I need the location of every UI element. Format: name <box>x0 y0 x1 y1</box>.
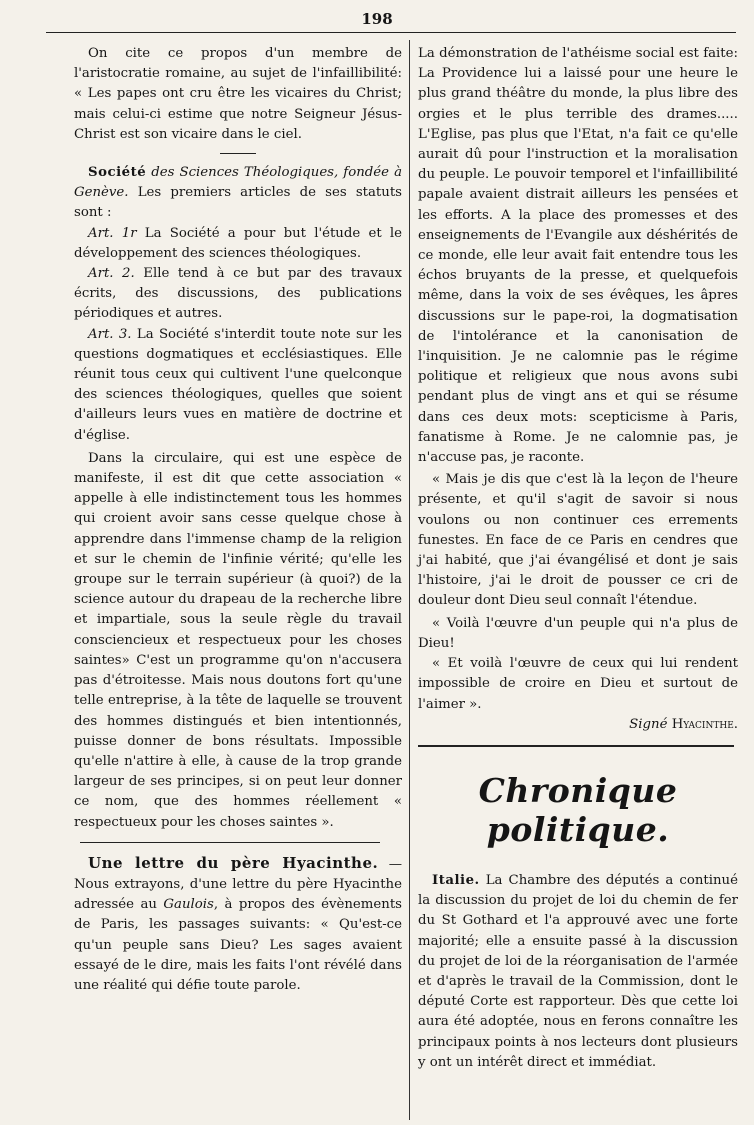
societe-italic: des Sciences Théologiques, fondée à Genève. <box>74 165 402 201</box>
paragraph-demonstration: La démonstration de l'athéisme social est faite: La Providence lui a laissé pour une heure le plus grand théâtre du monde, la plus libre des orgies et le plus terrible des drames..... L'Eglise, pas plus que l'Etat, n'a fait ce qu'elle aurait dû pour l'instruction et la moralisation du peuple. Le pouvoir temporel et l'infaillibilité papale avaient distrait ailleurs les pensées et les efforts. A la place des promesses et des enseignements de l'Evangile aux déshérités de ce monde, elle leur avait fait entendre tous les échos bruyants de la presse, et quelquefois même, dans la voix de ses évêques, les âpres discussions sur le pape-roi, la dogmatisation de l'intolérance et la canonisation de l'inquisition. Je ne calomnie pas le régime politique et religieux que nous avons subi pendant plus de vingt ans et qui se résume dans ces deux mots: scepticisme à Paris, fanatisme à Rome. Je ne calomnie pas, je n'accuse pas, je raconte. <box>418 46 738 466</box>
signature-name: Hyacinthe. <box>671 716 738 732</box>
signature-line <box>418 715 738 735</box>
paragraph-lecon: « Mais je dis que c'est là la leçon de l'heure présente, et qu'il s'agit de savoir si nous voulons ou non continuer ces errements funestes. En face de ce Paris en cendres que j'ai habité, que j'ai évangélisé et dont je sais l'histoire, j'ai le droit de pousser ce cri de douleur dont Dieu seul connaît l'étendue. <box>418 472 738 609</box>
lettre-gaulois: Gaulois <box>163 897 214 913</box>
separator-rule-long <box>80 842 380 843</box>
article-2-text: Elle tend à ce but par des travaux écrits, des discussions, des publications périodiques et autres. <box>74 266 402 322</box>
section-heading-societe: Société <box>88 165 147 181</box>
paragraph-lettre <box>74 853 402 996</box>
left-column <box>74 44 402 996</box>
article-2-label: Art. 2. <box>88 266 135 282</box>
italie-text: La Chambre des députés a continué la discussion du projet de loi du chemin de fer du St Gothard et l'a approuvé avec une forte majorité; elle a ensuite passé à la discussion du projet de loi de la réorganisation de l'armée et d'après le travail de la Commission, dont le député Corte est rapporteur. Dès que cette loi aura été adoptée, nous en ferons connaître les principaux points à nos lecteurs dont plusieurs y ont un intérêt direct et immédiat. <box>418 872 738 1070</box>
paragraph-oeuvre-2: « Et voilà l'œuvre de ceux qui lui rendent impossible de croire en Dieu et surtout de l'aimer ». <box>418 656 738 712</box>
paragraph-infaillibilite: On cite ce propos d'un membre de l'aristocratie romaine, au sujet de l'infaillibilité: « Les papes ont cru être les vicaires du Christ; mais celui-ci estime que notre Seigneur Jésus-Christ est son vicaire dans le ciel. <box>74 46 402 142</box>
paragraph-italie <box>418 871 738 1073</box>
lettre-text-a: — Nous extrayons, d'une lettre du père Hyacinthe adressée au <box>74 856 402 913</box>
page-number: 198 <box>361 10 393 28</box>
header-rule <box>46 32 736 33</box>
column-divider <box>409 40 410 1120</box>
paragraph-societe <box>74 163 402 224</box>
article-3-label: Art. 3. <box>88 326 132 342</box>
lettre-text-b: , à propos des évènements de Paris, les passages suivants: « Qu'est-ce qu'un peuple sans Dieu? Les sages avaient essayé de le dire, mais les faits l'ont révélé dans une réalité qui défie toute parole. <box>74 897 402 993</box>
paragraph-oeuvre-1: « Voilà l'œuvre d'un peuple qui n'a plus de Dieu! <box>418 615 738 651</box>
section-heading-italie: Italie. <box>432 872 480 888</box>
right-column <box>418 44 738 1073</box>
separator-rule <box>220 153 256 154</box>
article-1-label: Art. 1r <box>88 225 137 241</box>
chronique-title: Chronique politique. <box>478 770 678 849</box>
article-1 <box>74 224 402 264</box>
article-3 <box>74 325 402 446</box>
article-3-text: La Société s'interdit toute note sur les questions dogmatiques et ecclésiastiques. Elle réunit tous ceux qui cultivent l'une quelconque des sciences théologiques, quelles que soient d'ailleurs leurs vues en matière de doctrine et d'église. <box>74 326 402 443</box>
section-heading-lettre: Une lettre du père Hyacinthe. <box>88 853 379 872</box>
article-2 <box>74 264 402 325</box>
separator-rule-chronique <box>418 745 734 747</box>
article-1-text: La Société a pour but l'étude et le développement des sciences théologiques. <box>74 225 402 261</box>
societe-rest: Les premiers articles de ses statuts sont : <box>74 185 402 221</box>
signature-label: Signé <box>629 716 668 732</box>
paragraph-circulaire: Dans la circulaire, qui est une espèce de manifeste, il est dit que cette association « appelle à elle indistinctement tous les hommes qui croient avoir sans cesse quelque chose à apprendre dans l'immense champ de la religion et sur le chemin de l'infinie vérité; qu'elle les groupe sur le terrain supérieur (à quoi?) de la science autour du drapeau de la recherche libre et impartiale, sous la seule règle du travail consciencieux et respectueux pour les choses saintes» C'est un programme qu'on n'accusera pas d'étroitesse. Mais nous doutons fort qu'une telle entreprise, à la tête de laquelle se trouvent des hommes distingués et bien intentionnés, puisse donner de bons résultats. Impossible qu'elle n'attire à elle, à cause de la trop grande largeur de ses principes, si on peut leur donner ce nom, que des hommes réellement « respectueux pour les choses saintes ». <box>74 450 402 830</box>
